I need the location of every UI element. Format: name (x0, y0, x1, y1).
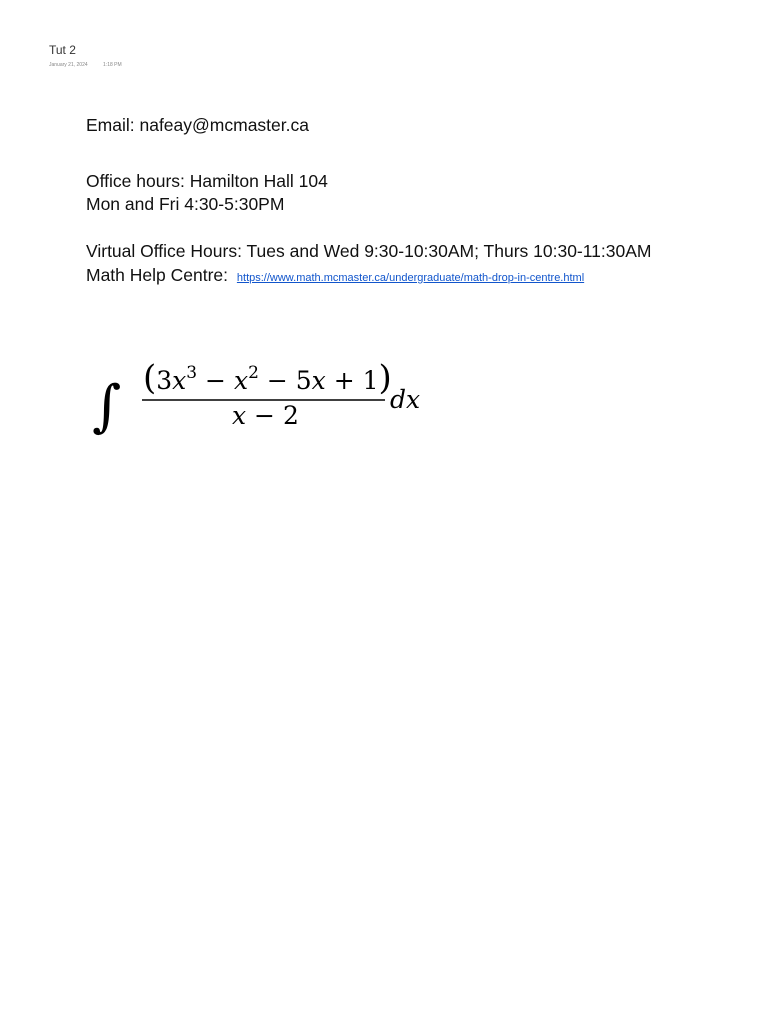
email-line: Email: nafeay@mcmaster.ca (86, 115, 309, 135)
integral-formula (90, 345, 430, 440)
office-hours-line: Office hours: Hamilton Hall 104 (86, 171, 328, 191)
page-time: 1:18 PM (103, 62, 122, 68)
page-title: Tut 2 (49, 43, 76, 57)
virtual-office-hours-line: Virtual Office Hours: Tues and Wed 9:30-10:30AM; Thurs 10:30-11:30AM (86, 241, 652, 261)
math-help-centre-line (86, 265, 584, 286)
integral-sign: ∫ (92, 374, 122, 439)
formula-numerator: $(3x^3 - x^2 - 5x + 1)$ (143, 358, 392, 398)
math-help-centre-link[interactable]: https://www.math.mcmaster.ca/undergraduate/math-drop-in-centre.html (236, 272, 585, 284)
page-timestamp (49, 62, 122, 68)
differential: dx (390, 385, 421, 414)
math-help-centre-label: Math Help Centre: (86, 265, 229, 285)
office-days-line: Mon and Fri 4:30-5:30PM (86, 194, 285, 214)
formula-denominator: x − 2 (232, 401, 299, 430)
page-date: January 21, 2024 (49, 62, 88, 68)
